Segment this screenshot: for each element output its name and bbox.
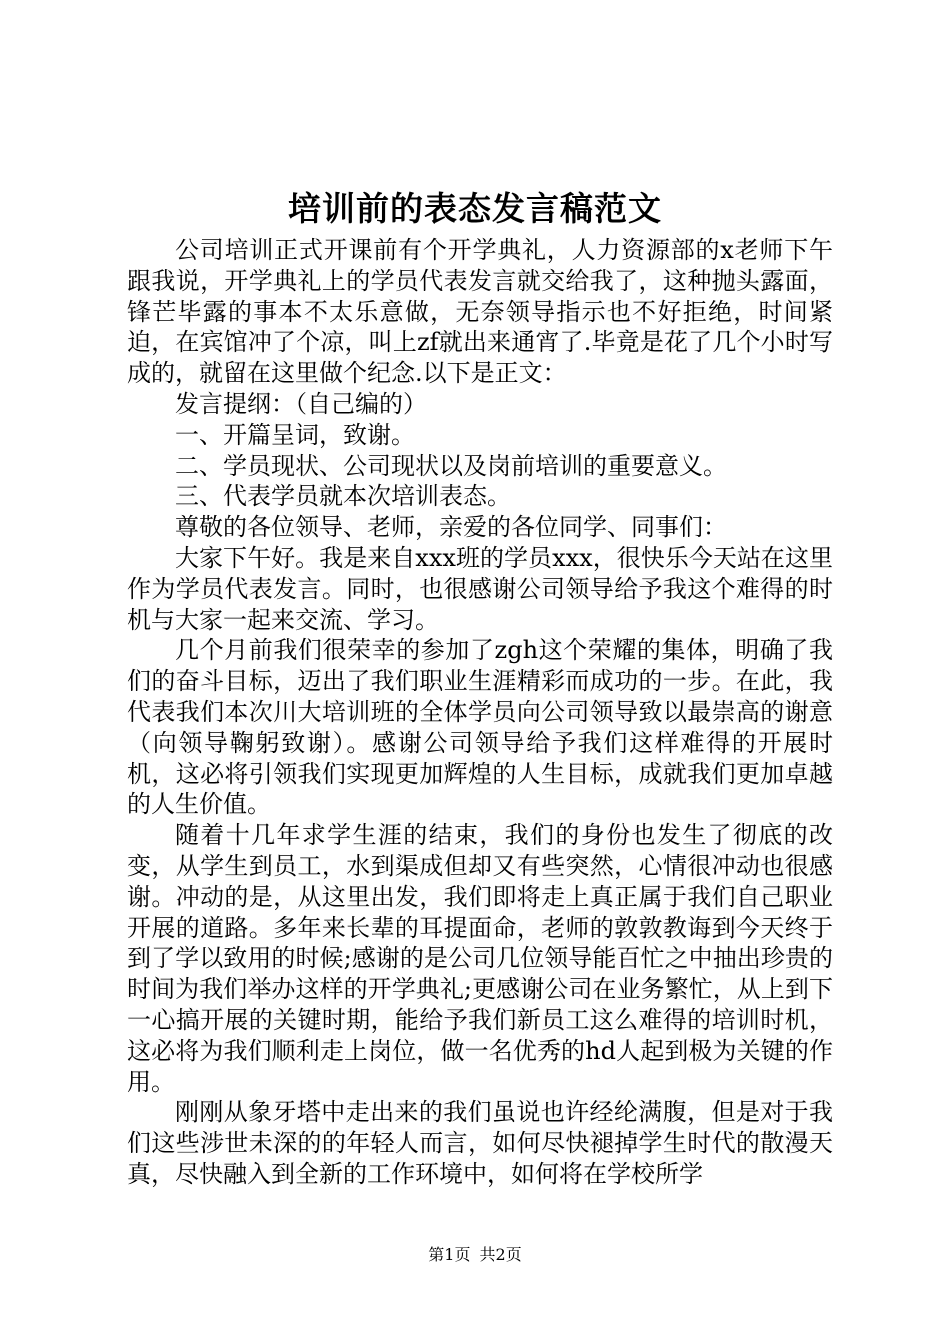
page-title: 培训前的表态发言稿范文 xyxy=(288,189,662,228)
page-footer: 第1页 共2页 xyxy=(428,1245,522,1264)
paragraph-outline-item-1: 一、开篇呈词，致谢。 xyxy=(175,420,415,449)
paragraph-outline-item-3: 三、代表学员就本次培训表态。 xyxy=(175,482,511,511)
paragraph-intro: 公司培训正式开课前有个开学典礼，人力资源部的x老师下午跟我说，开学典礼上的学员代表发言就交给我了，这种抛头露面，锋芒毕露的事本不太乐意做，无奈领导指示也不好拒绝，时间紧迫，在宾馆冲了个凉，叫上zf就出来通宵了.毕竟是花了几个小时写成的，就留在这里做个纪念.以下是正文： xyxy=(127,236,833,388)
paragraph-greeting: 大家下午好。我是来自xxx班的学员xxx，很快乐今天站在这里作为学员代表发言。同时，也很感谢公司领导给予我这个难得的时机与大家一起来交流、学习。 xyxy=(127,543,833,634)
paragraph-salutation: 尊敬的各位领导、老师，亲爱的各位同学、同事们： xyxy=(175,513,727,542)
paragraph-challenge: 刚刚从象牙塔中走出来的我们虽说也许经纶满腹，但是对于我们这些涉世未深的的年轻人而言，如何尽快褪掉学生时代的散漫天真，尽快融入到全新的工作环境中，如何将在学校所学 xyxy=(127,1098,833,1188)
paragraph-outline-item-2: 二、学员现状、公司现状以及岗前培训的重要意义。 xyxy=(175,451,727,480)
paragraph-transition: 随着十几年求学生涯的结束，我们的身份也发生了彻底的改变，从学生到员工，水到渠成但却又有些突然，心情很冲动也很感谢。冲动的是，从这里出发，我们即将走上真正属于我们自己职业开展的道路。多年来长辈的耳提面命，老师的敦敦教诲到今天终于到了学以致用的时候;感谢的是公司几位领导能百忙之中抽出珍贵的时间为我们举办这样的开学典礼;更感谢公司在业务繁忙，从上到下一心搞开展的关键时期，能给予我们新员工这么难得的培训时机，这必将为我们顺利走上岗位，做一名优秀的hd人起到极为关键的作用。 xyxy=(127,821,833,1096)
paragraph-outline-heading: 发言提纲：（自己编的） xyxy=(175,389,427,418)
paragraph-gratitude: 几个月前我们很荣幸的参加了zgh这个荣耀的集体，明确了我们的奋斗目标，迈出了我们职业生涯精彩而成功的一步。在此，我代表我们本次川大培训班的全体学员向公司领导致以最崇高的谢意（向领导鞠躬致谢）。感谢公司领导给予我们这样难得的开展时机，这必将引领我们实现更加辉煌的人生目标，成就我们更加卓越的人生价值。 xyxy=(127,636,833,819)
document-body xyxy=(127,235,833,1190)
